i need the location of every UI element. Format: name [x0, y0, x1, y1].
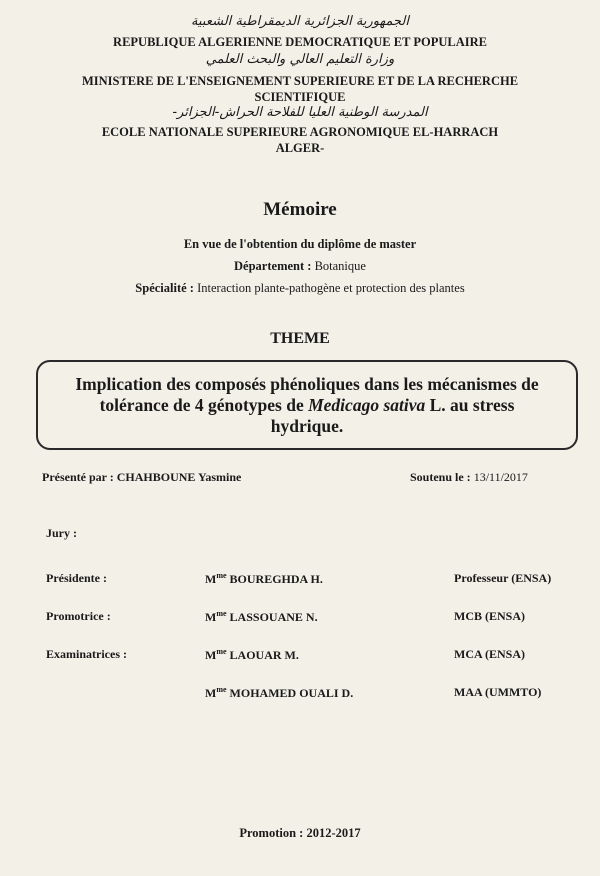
school-line-1: ECOLE NATIONALE SUPERIEURE AGRONOMIQUE EL-HARRACH	[101, 125, 499, 139]
jury-role: Promotrice :	[46, 609, 111, 623]
jury-grade: MAA (UMMTO)	[454, 685, 542, 699]
jury-label: Jury :	[46, 526, 77, 540]
arabic-republic-line: الجمهورية الجزائرية الديمقراطية الشعبية	[191, 14, 409, 29]
memoire-title: Mémoire	[263, 199, 337, 220]
purpose-line: En vue de l'obtention du diplôme de master	[183, 237, 417, 251]
title-prefix: M	[205, 648, 217, 662]
species-name: Medicago sativa	[308, 394, 426, 415]
departement-label: Département :	[234, 259, 312, 273]
republic-line: REPUBLIQUE ALGERIENNE DEMOCRATIQUE ET POPULAIRE	[113, 35, 487, 49]
title-sup: me	[216, 571, 227, 580]
ministry-line-2: SCIENTIFIQUE	[254, 90, 346, 104]
presented-by-label: Présenté par :	[42, 470, 114, 484]
member-name: LASSOUANE N.	[229, 610, 318, 624]
jury-grade: Professeur (ENSA)	[454, 571, 552, 585]
presented-by-value: CHAHBOUNE Yasmine	[116, 470, 242, 484]
jury-name	[205, 647, 299, 663]
member-name: BOUREGHDA H.	[229, 572, 323, 586]
theme-line-2-start: tolérance de 4 génotypes de	[99, 394, 309, 415]
title-prefix: M	[205, 610, 217, 624]
member-name: MOHAMED OUALI D.	[229, 686, 354, 700]
jury-name	[205, 685, 353, 701]
arabic-school-line: المدرسة الوطنية العليا للفلاحة الحراش-الجزائر-	[172, 105, 428, 120]
departement-value: Botanique	[311, 259, 366, 273]
theme-line-1: Implication des composés phénoliques dans les mécanismes de	[75, 373, 539, 394]
jury-role: Examinatrices :	[46, 647, 127, 661]
title-sup: me	[216, 685, 227, 694]
specialite-value: Interaction plante-pathogène et protection des plantes	[193, 281, 465, 295]
promotion-line: Promotion : 2012-2017	[239, 826, 361, 840]
theme-line-2	[47, 395, 567, 416]
jury-name	[205, 609, 318, 625]
theme-title	[47, 374, 567, 437]
title-prefix: M	[205, 686, 217, 700]
departement-line	[0, 259, 600, 274]
theme-heading: THEME	[270, 330, 330, 347]
arabic-ministry-line: وزارة التعليم العالي والبحث العلمي	[205, 52, 395, 67]
jury-grade: MCB (ENSA)	[454, 609, 525, 623]
jury-name	[205, 571, 323, 587]
title-sup: me	[216, 647, 227, 656]
presented-by	[42, 470, 241, 485]
defense-date-value: 13/11/2017	[473, 470, 528, 484]
defense-date	[410, 470, 528, 485]
specialite-label: Spécialité :	[135, 281, 194, 295]
theme-box	[36, 360, 578, 450]
ministry-line-1: MINISTERE DE L'ENSEIGNEMENT SUPERIEURE ET DE LA RECHERCHE	[81, 74, 519, 88]
specialite-line	[0, 281, 600, 296]
title-sup: me	[216, 609, 227, 618]
jury-role: Présidente :	[46, 571, 107, 585]
title-prefix: M	[205, 572, 217, 586]
defense-date-label: Soutenu le :	[410, 470, 471, 484]
school-line-2: ALGER-	[275, 141, 325, 155]
theme-line-3: hydrique.	[270, 415, 344, 436]
theme-line-2-end: L. au stress	[425, 394, 515, 415]
member-name: LAOUAR M.	[229, 648, 299, 662]
jury-grade: MCA (ENSA)	[454, 647, 525, 661]
